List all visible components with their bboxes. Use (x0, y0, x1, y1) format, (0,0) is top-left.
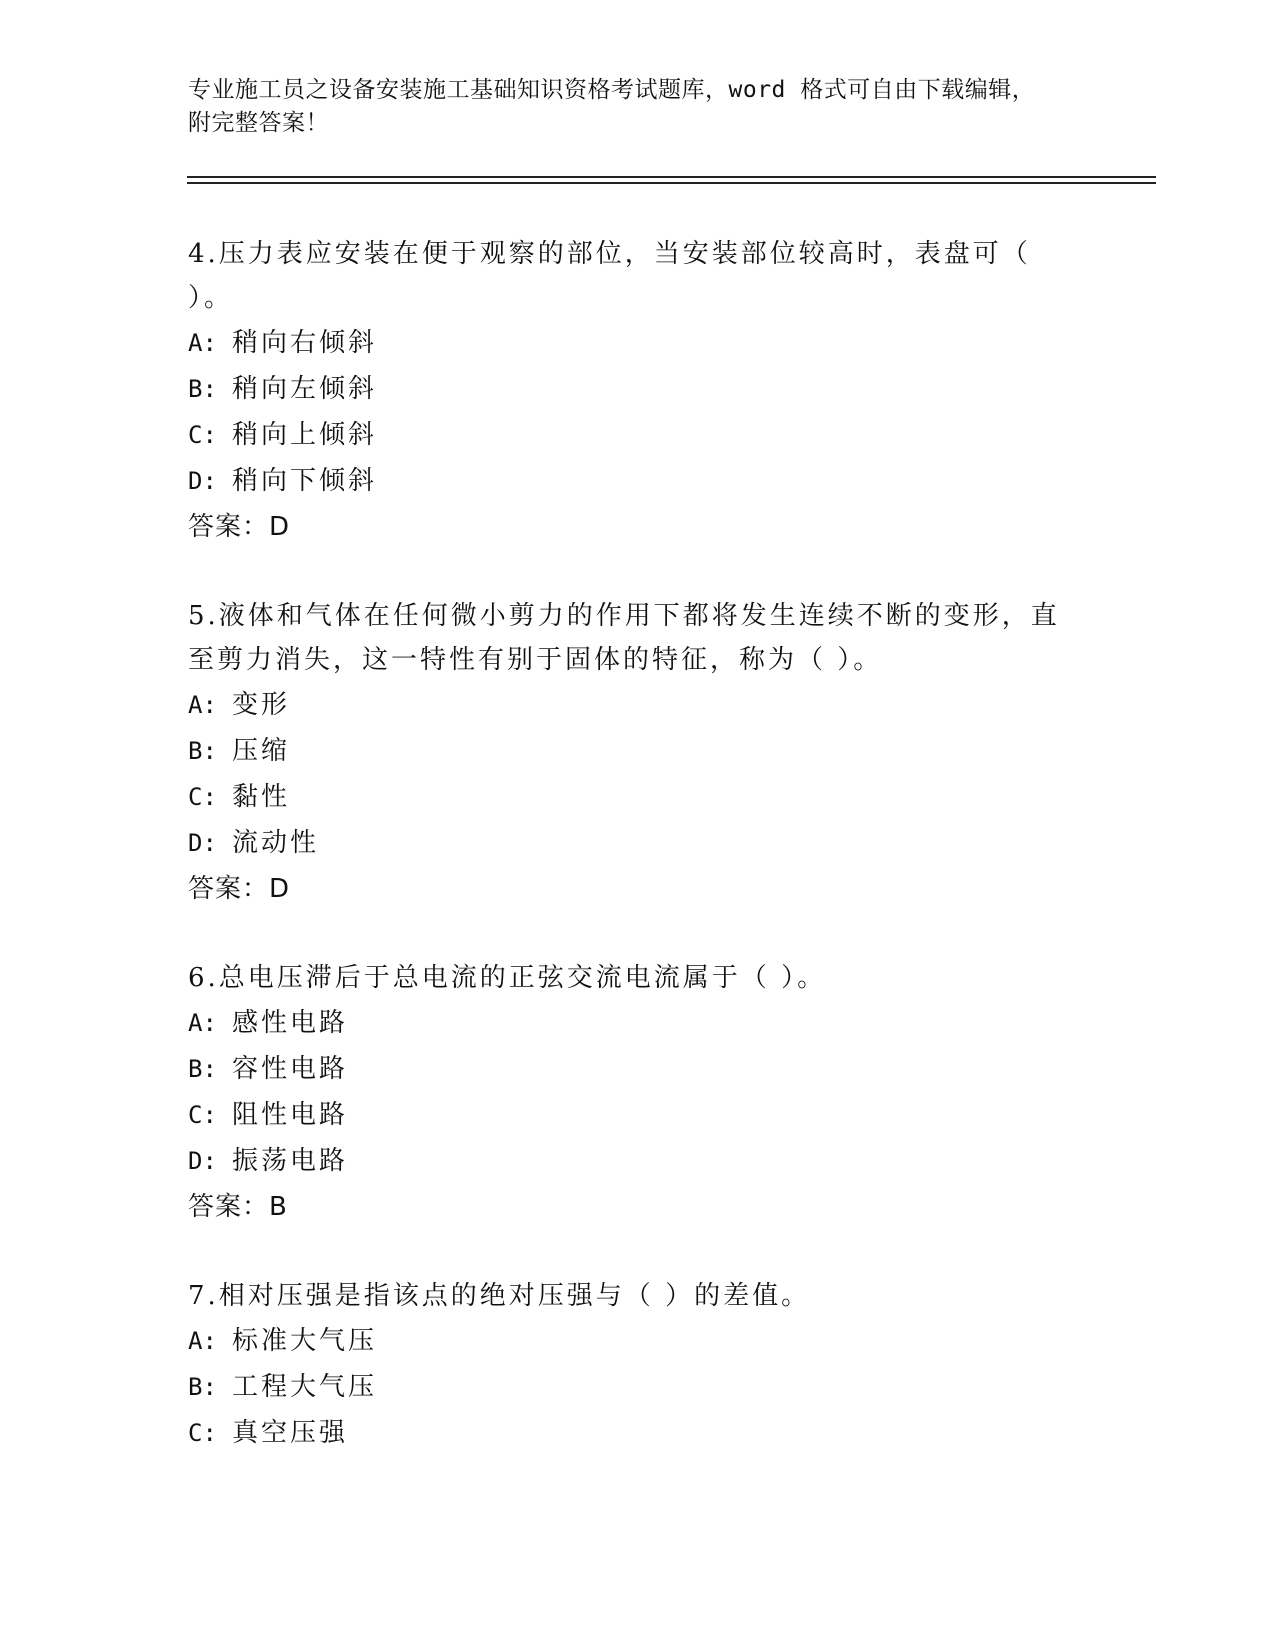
header-divider-top (187, 176, 1156, 178)
header-line-2: 附完整答案！ (188, 110, 329, 136)
option-a (188, 1318, 1068, 1364)
option-b (188, 366, 1068, 412)
option-letter: A: (188, 1009, 217, 1037)
option-text: 流动性 (232, 828, 320, 858)
option-c (188, 412, 1068, 458)
option-text: 稍向右倾斜 (232, 328, 378, 358)
option-c (188, 1410, 1068, 1456)
option-letter: C: (188, 1101, 217, 1129)
option-letter: D: (188, 829, 217, 857)
question-text: 5.液体和气体在任何微小剪力的作用下都将发生连续不断的变形，直至剪力消失，这一特性有别于固体的特征，称为（ ）。 (188, 601, 1060, 675)
option-text: 稍向下倾斜 (232, 466, 378, 496)
option-text: 黏性 (232, 782, 291, 812)
question-6 (188, 956, 1068, 1230)
option-d (188, 458, 1068, 504)
option-text: 真空压强 (232, 1418, 349, 1448)
option-letter: A: (188, 691, 217, 719)
question-4 (188, 232, 1068, 550)
option-b (188, 728, 1068, 774)
option-d (188, 820, 1068, 866)
option-letter: C: (188, 421, 217, 449)
option-letter: D: (188, 467, 217, 495)
option-a (188, 320, 1068, 366)
question-list (188, 232, 1068, 1500)
option-text: 感性电路 (232, 1008, 349, 1038)
option-letter: C: (188, 1419, 217, 1447)
option-text: 压缩 (232, 736, 291, 766)
option-text: 标准大气压 (232, 1326, 378, 1356)
option-letter: B: (188, 737, 217, 765)
option-b (188, 1046, 1068, 1092)
header-divider-bottom (187, 182, 1156, 184)
option-letter: B: (188, 375, 217, 403)
option-a (188, 682, 1068, 728)
option-d (188, 1138, 1068, 1184)
option-c (188, 1092, 1068, 1138)
question-text: 6.总电压滞后于总电流的正弦交流电流属于（ ）。 (188, 963, 827, 993)
option-b (188, 1364, 1068, 1410)
document-header (188, 74, 1088, 140)
option-text: 稍向左倾斜 (232, 374, 378, 404)
header-line-1: 专业施工员之设备安装施工基础知识资格考试题库，word 格式可自由下载编辑， (188, 77, 1036, 103)
option-letter: B: (188, 1373, 217, 1401)
answer-line: 答案：B (188, 1192, 288, 1222)
question-7 (188, 1274, 1068, 1456)
option-letter: D: (188, 1147, 217, 1175)
question-5 (188, 594, 1068, 912)
answer-line: 答案：D (188, 512, 291, 542)
option-text: 变形 (232, 690, 291, 720)
option-a (188, 1000, 1068, 1046)
option-text: 阻性电路 (232, 1100, 349, 1130)
option-text: 容性电路 (232, 1054, 349, 1084)
answer-line: 答案：D (188, 874, 291, 904)
option-text: 稍向上倾斜 (232, 420, 378, 450)
option-text: 工程大气压 (232, 1372, 378, 1402)
option-letter: C: (188, 783, 217, 811)
option-text: 振荡电路 (232, 1146, 349, 1176)
option-letter: A: (188, 329, 217, 357)
option-letter: A: (188, 1327, 217, 1355)
question-text: 7.相对压强是指该点的绝对压强与（ ）的差值。 (188, 1281, 811, 1311)
question-text: 4.压力表应安装在便于观察的部位，当安装部位较高时，表盘可（ ）。 (188, 239, 1031, 313)
option-c (188, 774, 1068, 820)
option-letter: B: (188, 1055, 217, 1083)
